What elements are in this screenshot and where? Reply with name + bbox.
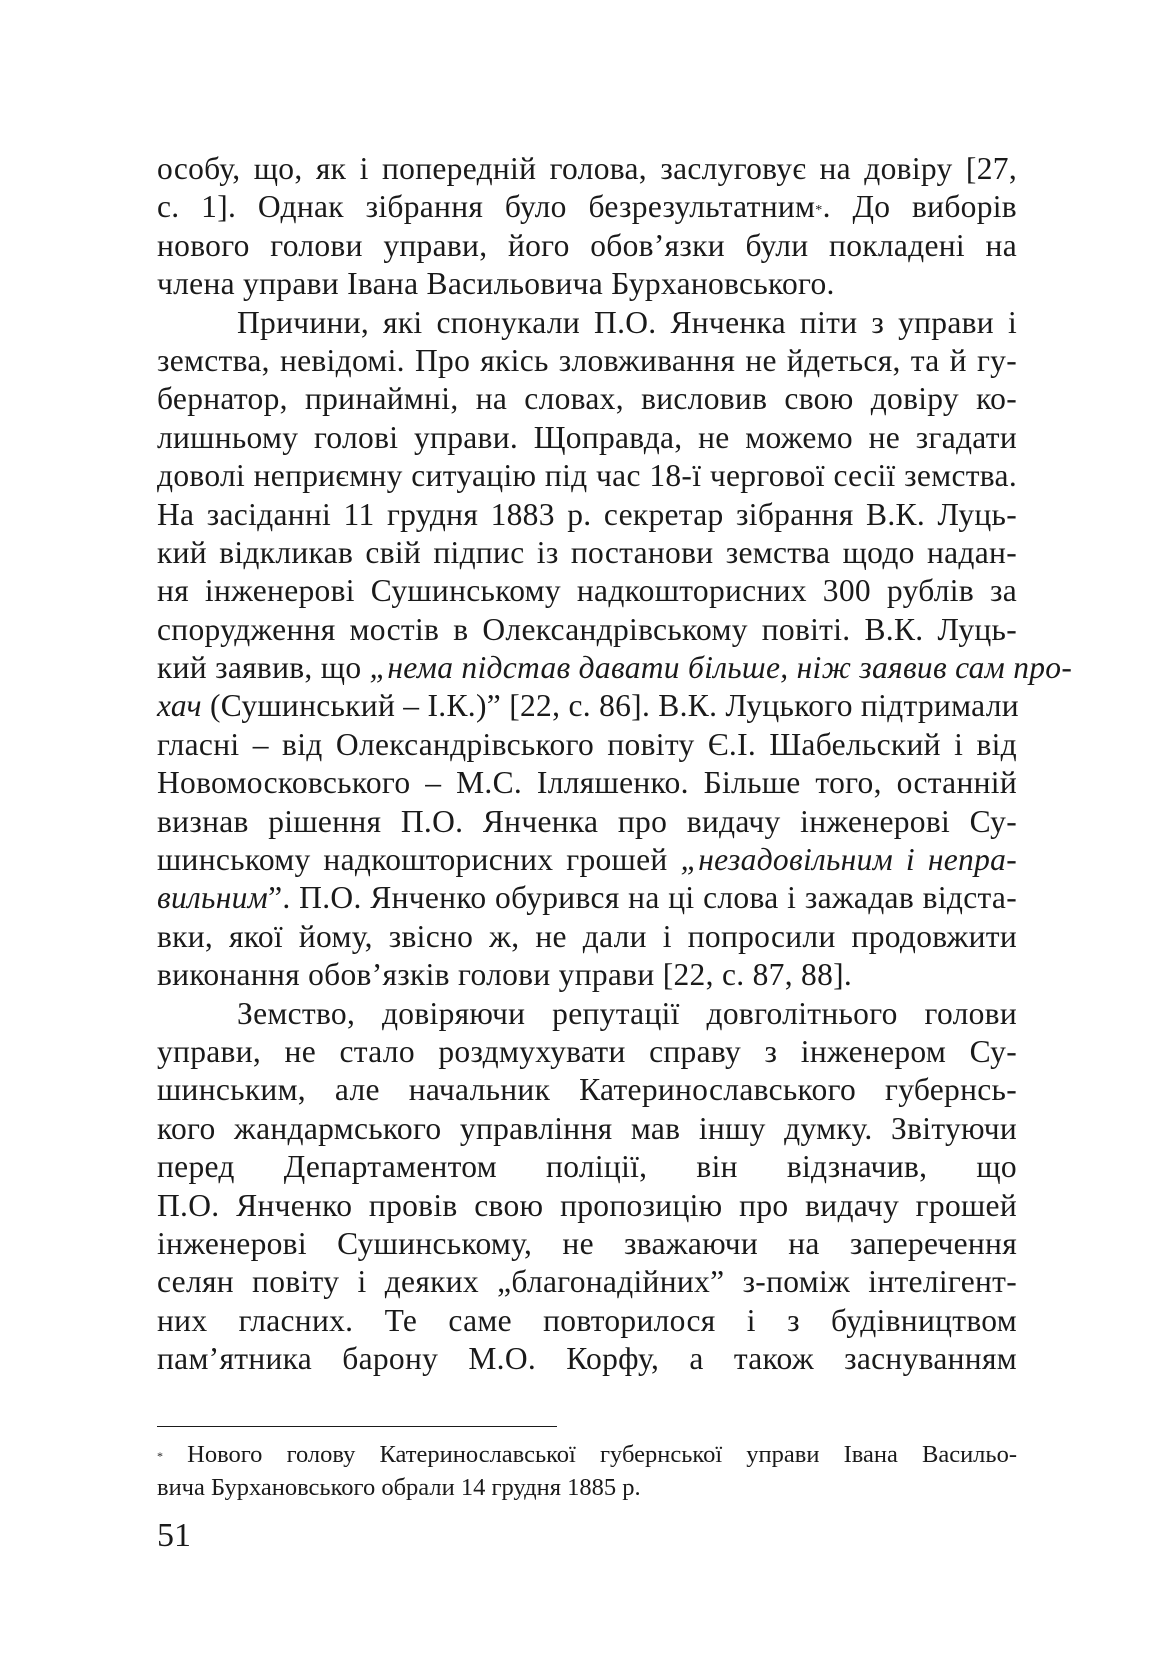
footnote-text: Нового голову Катеринославської губернської управи Івана Васильо- [163, 1441, 1017, 1468]
text-line: Новомосковського – М.С. Ілляшенко. Більше того, останній [157, 765, 1017, 801]
text-line [157, 649, 1073, 687]
text-line: Причини, які спонукали П.О. Янченка піти з управи і [237, 304, 1017, 340]
text-fragment: (Сушинський – І.К.)” [22, с. 86]. В.К. Луцького підтримали [201, 688, 1019, 724]
text-line: шинським, але начальник Катеринославського губернсь- [157, 1072, 1017, 1108]
footnote-marker: * [815, 203, 823, 219]
quote-text: „незадовільним і непра- [680, 842, 1017, 878]
text-line: гласні – від Олександрівського повіту Є.І. Шабельский і від [157, 726, 1017, 762]
footnote-separator [157, 1426, 557, 1427]
text-fragment: кий заявив, що [157, 650, 370, 686]
text-line [157, 687, 1017, 725]
text-line: На засіданні 11 грудня 1883 р. секретар зібрання В.К. Луць- [157, 496, 1017, 532]
footnote-line [157, 1438, 1017, 1471]
text-line: доволі неприємну ситуацію під час 18-ї чергової сесії земства. [157, 458, 1017, 494]
main-text [157, 150, 1073, 1379]
text-line: пам’ятника барону М.О. Корфу, а також заснуванням [157, 1341, 1017, 1377]
text-line: кого жандармського управління мав іншу думку. Звітуючи [157, 1110, 1017, 1146]
page-number: 51 [157, 1517, 191, 1554]
text-line: нового голови управи, його обов’язки були покладені на [157, 227, 1017, 263]
text-line: інженерові Сушинському, не зважаючи на заперечення [157, 1225, 1017, 1261]
text-line [157, 879, 1017, 917]
text-line: бернатор, принаймні, на словах, висловив свою довіру ко- [157, 381, 1017, 417]
text-line: перед Департаментом поліції, він відзначив, що [157, 1149, 1017, 1185]
text-line: Земство, довіряючи репутації довголітнього голови [237, 995, 1017, 1031]
footnote [157, 1438, 1017, 1504]
footnote-marker: * [157, 1449, 163, 1463]
text-line: члена управи Івана Васильовича Бурхановського. [157, 266, 835, 302]
text-line: лишньому голові управи. Щоправда, не можемо не згадати [157, 419, 1017, 455]
text-line: кий відкликав свій підпис із постанови земства щодо надан- [157, 534, 1017, 570]
text-line: ня інженерові Сушинському надкошторисних 300 рублів за [157, 573, 1017, 609]
text-fragment: шинському надкошторисних грошей [157, 842, 681, 878]
footnote-line: вича Бурхановського обрали 14 грудня 1885 р. [157, 1474, 641, 1501]
text-line: П.О. Янченко провів свою пропозицію про видачу грошей [157, 1187, 1017, 1223]
text-line: виконання обов’язків голови управи [22, с. 87, 88]. [157, 957, 853, 993]
quote-text: хач [157, 688, 202, 724]
quote-text: „нема підстав давати більше, ніж заявив сам про- [369, 650, 1073, 686]
text-line: земства, невідомі. Про якісь зловживання не йдеться, та й гу- [157, 342, 1017, 378]
text-fragment: ”. П.О. Янченко обурився на ці слова і зажадав відста- [268, 880, 1017, 916]
text-line [157, 188, 1017, 226]
text-line: вки, якої йому, звісно ж, не дали і попросили продовжити [157, 918, 1017, 954]
text-line: селян повіту і деяких „благонадійних” з-поміж інтелігент- [157, 1264, 1017, 1300]
text-line: них гласних. Те саме повторилося і з будівництвом [157, 1302, 1017, 1338]
text-line [157, 841, 1017, 879]
text-line: визнав рішення П.О. Янченка про видачу інженерові Су- [157, 803, 1017, 839]
text-line: спорудження мостів в Олександрівському повіті. В.К. Луць- [157, 611, 1017, 647]
text-fragment: . До виборів [822, 189, 1017, 225]
text-line: управи, не стало роздмухувати справу з інженером Су- [157, 1033, 1017, 1069]
text-fragment: с. 1]. Однак зібрання було безрезультатним [157, 189, 816, 225]
quote-text: вильним [157, 880, 269, 916]
text-line: особу, що, як і попередній голова, заслуговує на довіру [27, [157, 151, 1017, 186]
